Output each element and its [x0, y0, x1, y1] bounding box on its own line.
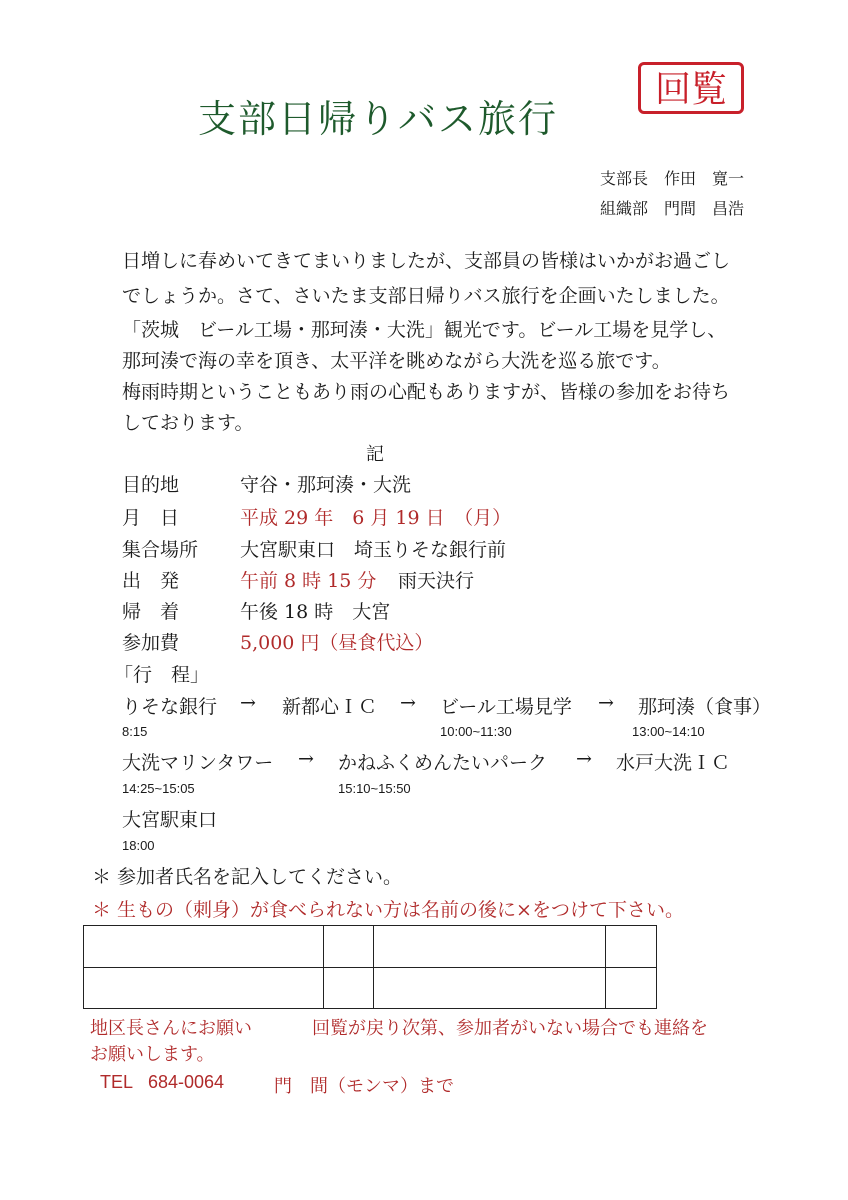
arrow-icon: →	[576, 748, 592, 770]
signature-name: 門間 昌浩	[664, 199, 745, 218]
stop-beer-factory: ビール工場見学	[440, 696, 572, 718]
itinerary-heading: 「行 程」	[114, 664, 210, 686]
time-kanefuku: 15:10~15:50	[338, 781, 411, 796]
fee-label: 参加費	[122, 632, 180, 654]
meeting-label: 集合場所	[122, 539, 199, 561]
intro-line: 梅雨時期ということもあり雨の心配もありますが、皆様の参加をお待ち	[122, 381, 731, 403]
intro-line: 日増しに春めいてきてまいりましたが、支部員の皆様はいかがお過ごし	[122, 250, 731, 272]
intro-line: しております。	[122, 412, 254, 434]
stop-nakaminato: 那珂湊（食事）	[638, 696, 772, 718]
arrow-icon: →	[400, 692, 416, 714]
intro-line: でしょうか。さて、さいたま支部日帰りバス旅行を企画いたしました。	[122, 285, 730, 307]
intro-line: 那珂湊で海の幸を頂き、太平洋を眺めながら大洗を巡る旅です。	[122, 350, 671, 372]
time-beer-factory: 10:00~11:30	[440, 724, 512, 739]
time-omiya: 18:00	[122, 838, 155, 853]
request-text-cont: お願いします。	[90, 1044, 215, 1065]
time-resona: 8:15	[122, 724, 148, 739]
date-label: 月 日	[122, 507, 180, 529]
request-heading: 地区長さんにお願い	[90, 1018, 252, 1039]
signature-role: 組織部	[600, 199, 649, 218]
destination-label: 目的地	[122, 474, 180, 496]
date-value: 平成 29 年 6 月 19 日 （月）	[240, 507, 512, 529]
signature-name: 作田 寛一	[664, 169, 745, 188]
meeting-value: 大宮駅東口 埼玉りそな銀行前	[240, 539, 507, 561]
stop-resona-bank: りそな銀行	[122, 696, 218, 718]
intro-line: 「茨城 ビール工場・那珂湊・大洗」観光です。ビール工場を見学し、	[122, 319, 727, 341]
signature-organizer	[600, 196, 744, 219]
time-nakaminato: 13:00~14:10	[632, 724, 705, 739]
ki-heading: 記	[366, 444, 384, 465]
arrow-icon: →	[298, 748, 314, 770]
note-sashimi: ＊ 生もの（刺身）が食べられない方は名前の後に×をつけて下さい。	[92, 899, 684, 921]
stop-shintoshin-ic: 新都心ＩＣ	[282, 696, 378, 718]
time-marine-tower: 14:25~15:05	[122, 781, 195, 796]
arrow-icon: →	[598, 692, 614, 714]
contact-name: 門 間（モンマ）まで	[274, 1076, 454, 1097]
departure-note: 雨天決行	[398, 570, 475, 592]
tel-number: 684-0064	[148, 1072, 225, 1092]
page-title: 支部日帰りバス旅行	[198, 97, 559, 141]
tel-label: TEL	[100, 1072, 134, 1092]
table-divider	[323, 926, 324, 1008]
return-label: 帰 着	[122, 601, 180, 623]
stop-omiya-east: 大宮駅東口	[122, 809, 218, 831]
stop-mito-oarai-ic: 水戸大洗ＩＣ	[616, 752, 731, 774]
signature-role: 支部長	[600, 169, 649, 188]
destination-value: 守谷・那珂湊・大洗	[240, 474, 412, 496]
departure-label: 出 発	[122, 570, 180, 592]
table-divider	[84, 967, 656, 968]
return-value: 午後 18 時 大宮	[240, 601, 391, 623]
departure-value: 午前 8 時 15 分	[240, 570, 377, 592]
stop-kanefuku: かねふくめんたいパーク	[338, 752, 548, 774]
request-text: 回覧が戻り次第、参加者がいない場合でも連絡を	[312, 1018, 708, 1039]
table-divider	[605, 926, 606, 1008]
signature-chief	[600, 166, 744, 189]
fee-value: 5,000 円（昼食代込）	[240, 632, 434, 654]
table-divider	[373, 926, 374, 1008]
signup-table	[83, 925, 657, 1009]
stop-marine-tower: 大洗マリンタワー	[122, 752, 274, 774]
circulation-stamp: 回覧	[638, 62, 744, 114]
arrow-icon: →	[240, 692, 256, 714]
note-write-names: ＊ 参加者氏名を記入してください。	[92, 866, 403, 888]
